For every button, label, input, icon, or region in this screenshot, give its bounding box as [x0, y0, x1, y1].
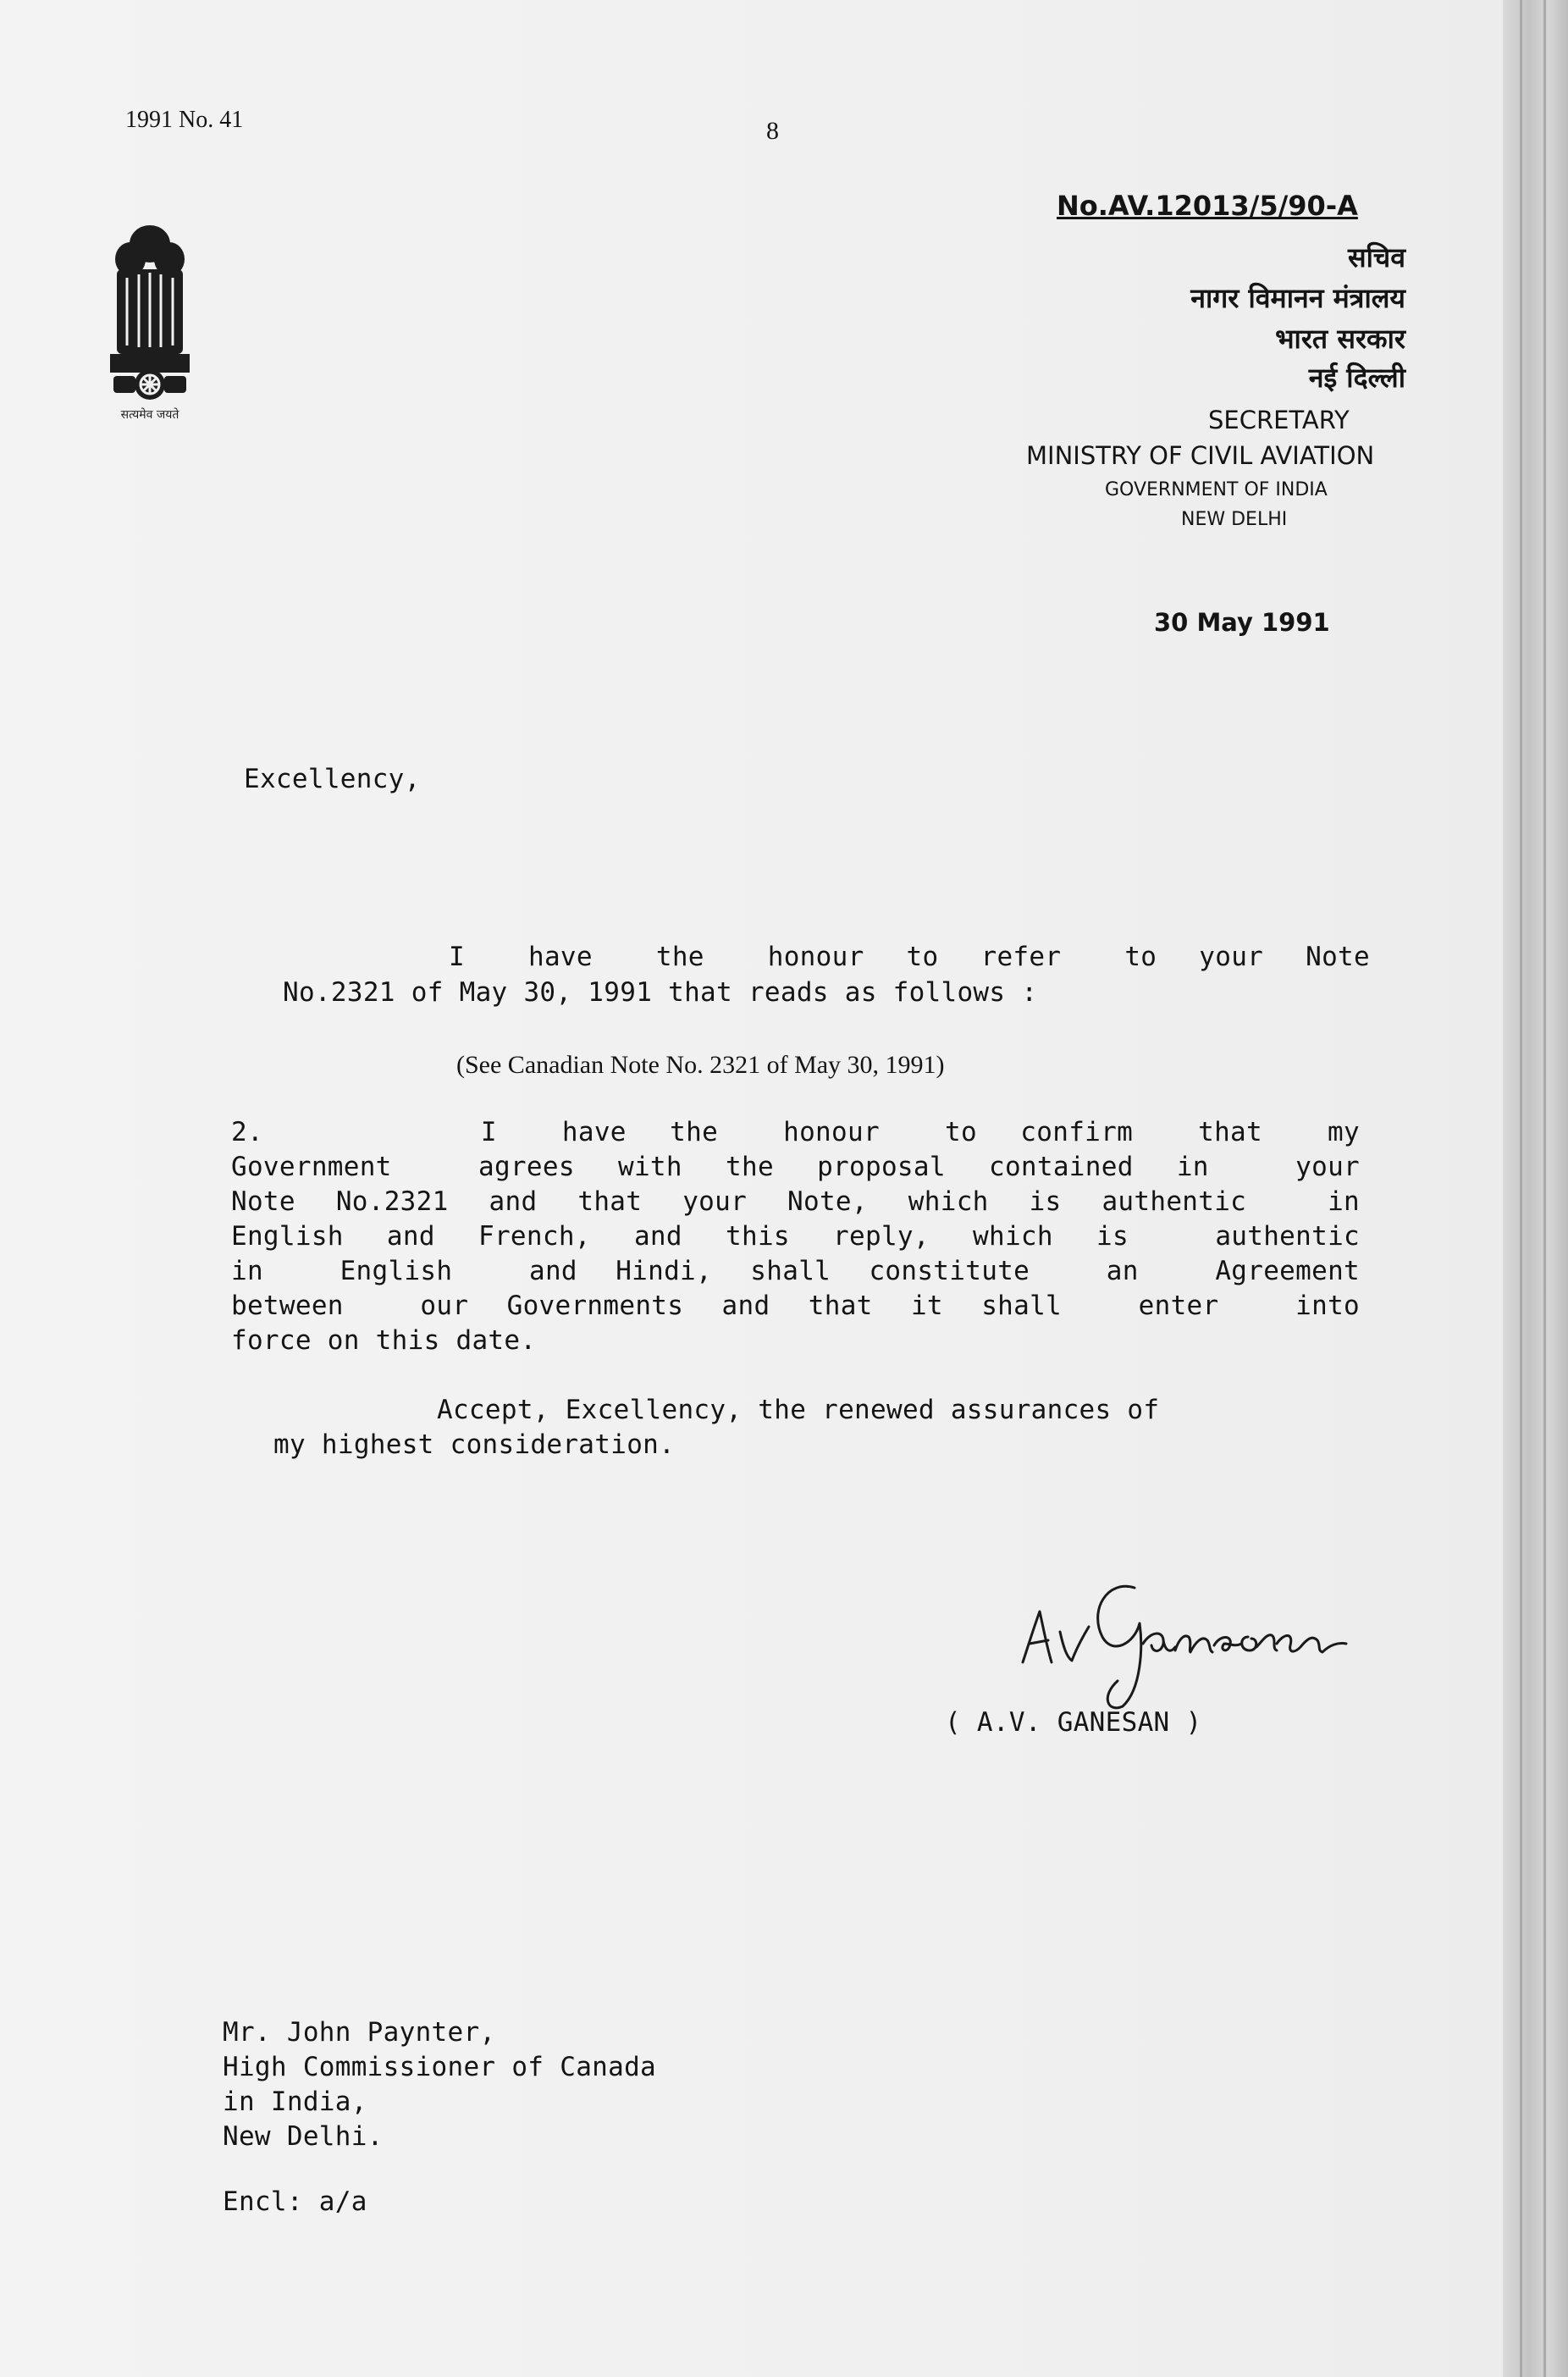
addressee-line-4: New Delhi.: [223, 2121, 384, 2152]
hindi-government: भारत सरकार: [1275, 323, 1405, 355]
paragraph-2-line-4: English and French, and this reply, which is authentic: [231, 1221, 1360, 1252]
page-edge-line: [1543, 0, 1546, 2377]
paragraph-2-line-1: 2. I have the honour to confirm that my: [231, 1117, 1360, 1147]
addressee-line-1: Mr. John Paynter,: [223, 2017, 496, 2048]
paragraph-2-line-6: between our Governments and that it shall enter into: [231, 1291, 1360, 1321]
paragraph-2-line-3: Note No.2321 and that your Note, which is authentic in: [231, 1186, 1360, 1217]
addressee-line-3: in India,: [223, 2087, 367, 2117]
emblem-motto: सत्यमेव जयते: [120, 408, 179, 422]
paragraph-2-line-7: force on this date.: [231, 1325, 537, 1356]
hindi-ministry: नागर विमानन मंत्रालय: [1190, 282, 1405, 314]
signatory-name: ( A.V. GANESAN ): [945, 1707, 1202, 1738]
paragraph-1-line-1: I have the honour to refer to your Note: [449, 942, 1370, 972]
letterhead-title: SECRETARY: [1208, 406, 1350, 434]
hindi-city: नई दिल्ली: [1308, 362, 1405, 394]
reference-number: No.AV.12013/5/90-A: [1057, 190, 1358, 222]
page-number: 8: [766, 117, 779, 145]
paragraph-2-line-2: Government agrees with the proposal contained in your: [231, 1152, 1360, 1182]
hindi-title: सचिव: [1347, 241, 1405, 274]
closing-line-2: my highest consideration.: [273, 1429, 676, 1460]
paragraph-1-line-2: No.2321 of May 30, 1991 that reads as follows :: [283, 977, 1038, 1008]
handwritten-signature: [1008, 1562, 1363, 1715]
letter-date: 30 May 1991: [1154, 608, 1330, 637]
see-note-reference: (See Canadian Note No. 2321 of May 30, 1991): [456, 1051, 945, 1079]
addressee-line-2: High Commissioner of Canada: [223, 2052, 657, 2082]
letterhead-ministry: MINISTRY OF CIVIL AVIATION: [1026, 441, 1375, 470]
closing-line-1: Accept, Excellency, the renewed assurances of: [437, 1395, 1160, 1425]
national-emblem-icon: [108, 218, 191, 422]
enclosure-note: Encl: a/a: [223, 2186, 367, 2217]
letterhead-city: NEW DELHI: [1181, 509, 1288, 530]
page-edge-line: [1520, 0, 1522, 2377]
paragraph-2-line-5: in English and Hindi, shall constitute an Agreement: [231, 1256, 1360, 1286]
series-reference: 1991 No. 41: [125, 107, 244, 133]
salutation: Excellency,: [244, 764, 421, 794]
letterhead-government: GOVERNMENT OF INDIA: [1105, 479, 1328, 500]
page-stack-edge: [1503, 0, 1568, 2377]
